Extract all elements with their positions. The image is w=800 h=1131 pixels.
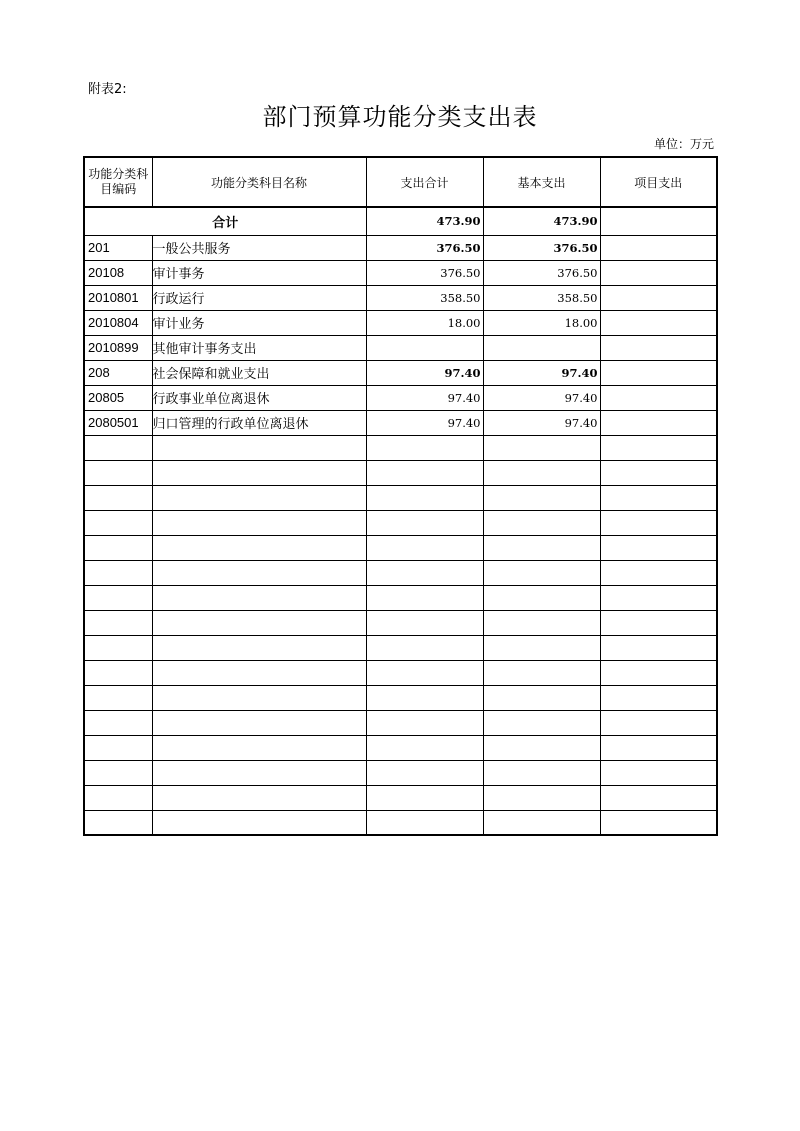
row-total: 376.50 — [366, 235, 483, 260]
empty-cell — [84, 635, 152, 660]
empty-cell — [366, 460, 483, 485]
empty-cell — [366, 535, 483, 560]
empty-cell — [366, 585, 483, 610]
empty-cell — [366, 635, 483, 660]
row-code: 20805 — [84, 385, 152, 410]
empty-cell — [152, 710, 366, 735]
empty-cell — [84, 560, 152, 585]
empty-cell — [366, 610, 483, 635]
empty-row — [84, 735, 717, 760]
empty-cell — [152, 460, 366, 485]
table-row — [84, 285, 717, 310]
empty-cell — [84, 485, 152, 510]
empty-cell — [152, 585, 366, 610]
empty-row — [84, 635, 717, 660]
empty-cell — [366, 660, 483, 685]
empty-cell — [152, 610, 366, 635]
row-basic: 358.50 — [483, 285, 600, 310]
table-header-row — [84, 157, 717, 207]
row-name: 审计事务 — [152, 260, 366, 285]
empty-cell — [483, 485, 600, 510]
row-project — [600, 360, 717, 385]
empty-cell — [152, 560, 366, 585]
row-basic: 97.40 — [483, 410, 600, 435]
table-row — [84, 385, 717, 410]
table-row — [84, 235, 717, 260]
empty-cell — [366, 735, 483, 760]
empty-row — [84, 485, 717, 510]
empty-cell — [152, 660, 366, 685]
empty-cell — [483, 760, 600, 785]
empty-cell — [84, 510, 152, 535]
empty-cell — [152, 685, 366, 710]
table-row — [84, 360, 717, 385]
empty-cell — [483, 510, 600, 535]
row-total: 18.00 — [366, 310, 483, 335]
row-basic: 97.40 — [483, 385, 600, 410]
row-code: 2010899 — [84, 335, 152, 360]
empty-cell — [366, 685, 483, 710]
empty-row — [84, 685, 717, 710]
row-code: 2010801 — [84, 285, 152, 310]
row-code: 2080501 — [84, 410, 152, 435]
table-row — [84, 410, 717, 435]
row-name: 归口管理的行政单位离退休 — [152, 410, 366, 435]
total-amount: 473.90 — [366, 207, 483, 235]
empty-cell — [600, 710, 717, 735]
column-header-code: 功能分类科目编码 — [84, 157, 152, 207]
empty-row — [84, 660, 717, 685]
total-project — [600, 207, 717, 235]
empty-cell — [483, 460, 600, 485]
empty-cell — [600, 435, 717, 460]
empty-cell — [84, 585, 152, 610]
empty-cell — [483, 810, 600, 835]
empty-cell — [483, 635, 600, 660]
empty-cell — [600, 485, 717, 510]
empty-cell — [152, 810, 366, 835]
empty-cell — [152, 735, 366, 760]
row-basic — [483, 335, 600, 360]
empty-cell — [152, 760, 366, 785]
empty-cell — [84, 460, 152, 485]
row-name: 其他审计事务支出 — [152, 335, 366, 360]
empty-cell — [84, 785, 152, 810]
empty-row — [84, 535, 717, 560]
column-header-name: 功能分类科目名称 — [152, 157, 366, 207]
empty-cell — [600, 760, 717, 785]
empty-cell — [84, 735, 152, 760]
empty-row — [84, 610, 717, 635]
empty-cell — [84, 610, 152, 635]
empty-row — [84, 810, 717, 835]
empty-cell — [366, 760, 483, 785]
total-basic: 473.90 — [483, 207, 600, 235]
row-code: 208 — [84, 360, 152, 385]
row-name: 一般公共服务 — [152, 235, 366, 260]
empty-cell — [600, 785, 717, 810]
column-header-total: 支出合计 — [366, 157, 483, 207]
empty-cell — [600, 510, 717, 535]
empty-row — [84, 435, 717, 460]
row-project — [600, 235, 717, 260]
row-project — [600, 335, 717, 360]
empty-cell — [600, 810, 717, 835]
row-name: 行政运行 — [152, 285, 366, 310]
empty-cell — [483, 560, 600, 585]
empty-cell — [152, 785, 366, 810]
empty-row — [84, 460, 717, 485]
empty-cell — [84, 710, 152, 735]
row-project — [600, 310, 717, 335]
row-project — [600, 260, 717, 285]
row-code: 201 — [84, 235, 152, 260]
empty-cell — [483, 685, 600, 710]
empty-cell — [366, 710, 483, 735]
empty-row — [84, 585, 717, 610]
empty-cell — [152, 435, 366, 460]
column-header-basic: 基本支出 — [483, 157, 600, 207]
row-basic: 376.50 — [483, 235, 600, 260]
row-name: 行政事业单位离退休 — [152, 385, 366, 410]
row-total: 97.40 — [366, 360, 483, 385]
empty-cell — [600, 685, 717, 710]
row-code: 2010804 — [84, 310, 152, 335]
empty-cell — [600, 735, 717, 760]
row-total: 97.40 — [366, 410, 483, 435]
empty-cell — [483, 660, 600, 685]
total-label: 合计 — [84, 207, 366, 235]
empty-cell — [483, 735, 600, 760]
empty-cell — [483, 710, 600, 735]
empty-cell — [84, 685, 152, 710]
empty-cell — [366, 810, 483, 835]
attachment-label: 附表2: — [88, 82, 127, 97]
empty-cell — [152, 635, 366, 660]
empty-cell — [483, 785, 600, 810]
empty-cell — [600, 560, 717, 585]
empty-cell — [84, 760, 152, 785]
row-total: 376.50 — [366, 260, 483, 285]
unit-label: 单位：万元 — [653, 137, 714, 151]
column-header-project: 项目支出 — [600, 157, 717, 207]
empty-cell — [84, 535, 152, 560]
row-basic: 376.50 — [483, 260, 600, 285]
budget-table — [83, 156, 718, 836]
total-row — [84, 207, 717, 235]
empty-cell — [600, 535, 717, 560]
empty-cell — [483, 435, 600, 460]
empty-cell — [366, 435, 483, 460]
empty-cell — [600, 585, 717, 610]
empty-cell — [152, 535, 366, 560]
row-project — [600, 410, 717, 435]
empty-cell — [152, 510, 366, 535]
row-project — [600, 285, 717, 310]
row-total: 358.50 — [366, 285, 483, 310]
empty-row — [84, 785, 717, 810]
row-project — [600, 385, 717, 410]
empty-cell — [366, 485, 483, 510]
row-name: 社会保障和就业支出 — [152, 360, 366, 385]
empty-cell — [152, 485, 366, 510]
empty-cell — [600, 660, 717, 685]
empty-cell — [483, 585, 600, 610]
empty-cell — [366, 510, 483, 535]
empty-cell — [84, 810, 152, 835]
row-basic: 97.40 — [483, 360, 600, 385]
empty-row — [84, 510, 717, 535]
empty-row — [84, 710, 717, 735]
table-row — [84, 260, 717, 285]
empty-cell — [600, 460, 717, 485]
row-name: 审计业务 — [152, 310, 366, 335]
empty-cell — [84, 435, 152, 460]
row-total: 97.40 — [366, 385, 483, 410]
empty-cell — [366, 560, 483, 585]
empty-cell — [483, 610, 600, 635]
page-title: 部门预算功能分类支出表 — [262, 103, 538, 131]
empty-cell — [84, 660, 152, 685]
empty-cell — [600, 610, 717, 635]
empty-cell — [600, 635, 717, 660]
table-row — [84, 335, 717, 360]
row-total — [366, 335, 483, 360]
empty-cell — [366, 785, 483, 810]
empty-row — [84, 760, 717, 785]
row-code: 20108 — [84, 260, 152, 285]
table-row — [84, 310, 717, 335]
row-basic: 18.00 — [483, 310, 600, 335]
empty-cell — [483, 535, 600, 560]
empty-row — [84, 560, 717, 585]
